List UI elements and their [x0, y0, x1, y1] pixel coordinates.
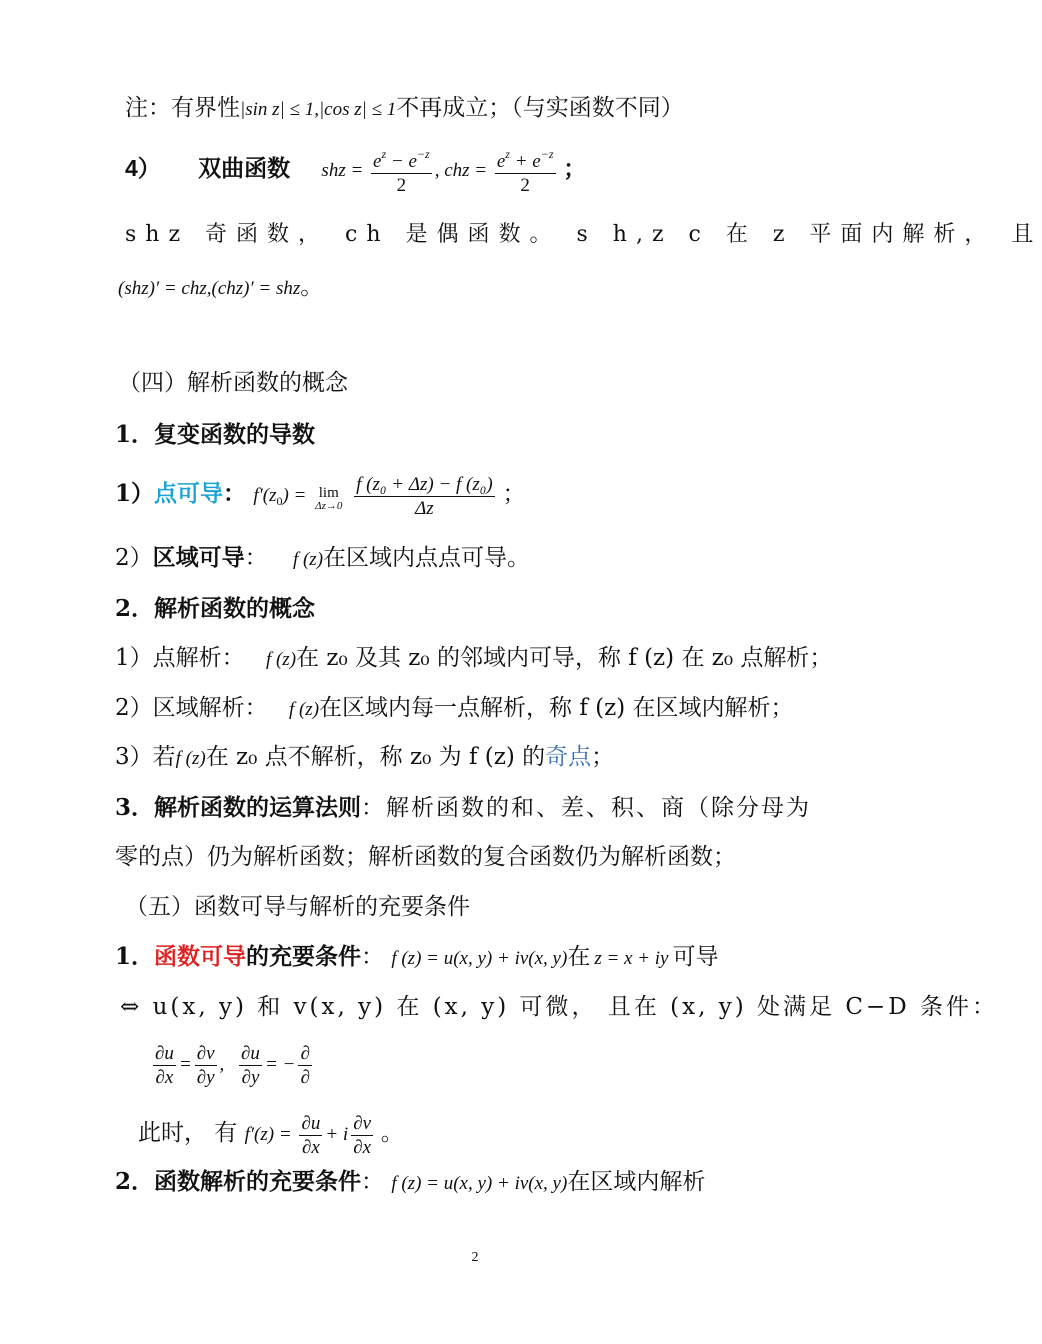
semicolon: ；: [502, 480, 526, 507]
derivative-formula-line: [138, 1114, 404, 1157]
differentiable-condition-line: [115, 945, 719, 969]
semicolon: ；: [591, 744, 615, 770]
condition-label: 的充要条件: [246, 943, 362, 970]
f-uv: f (z) = u(x, y) + iv(x, y): [391, 1173, 568, 1194]
operation-rule-title: 3．解析函数的运算法则: [115, 794, 362, 821]
derivative-definition: $f'(z_0) = \lim$ Δz→0 $\frac{\text{f (z₀ + Δz) − f (z₀)}}{\Delta z}$: [253, 474, 493, 519]
colon: ：: [361, 944, 385, 970]
sh-ch-derivative: (shz)′ = chz,(chz)′ = shz: [118, 278, 301, 299]
cauchy-riemann-line: ⇔ u(x, y) 和 v(x, y) 在 (x, y) 可微， 且在 (x, y) 处满足 C−D 条件：: [120, 994, 998, 1020]
sin-cos-bound: |sin z| ≤ 1,|cos z| ≤ 1: [240, 99, 397, 120]
item-number: 4）: [125, 154, 161, 181]
point-derivative-line: [115, 475, 525, 518]
operation-rule-line: [115, 796, 811, 820]
colon: ：: [244, 545, 268, 571]
region-derivative-line: [115, 546, 530, 570]
singular-text: 在 z₀ 点不解析，称 z₀ 为 f (z) 的: [205, 744, 546, 770]
cauchy-riemann-equations: $\frac{\partial u}{\partial x}$ = $\frac{\partial v}{\partial y}$ , $\frac{\partial u}{\partial y}$ = − $\frac{\partial}{\partial}$: [150, 1044, 315, 1087]
singular-point-line: [115, 746, 614, 769]
hyperbolic-title: 双曲函数: [198, 154, 291, 182]
period: 。: [300, 274, 324, 300]
region-analytic-line: [115, 697, 794, 720]
item-num: 1．: [115, 943, 155, 970]
singular-term: 奇点: [545, 744, 592, 770]
fz: f (z): [288, 699, 320, 720]
section-4-heading: （四）解析函数的概念: [118, 370, 348, 396]
fz: f (z): [292, 549, 324, 570]
colon: ：: [223, 479, 247, 507]
point-analytic-line: [115, 647, 832, 670]
derivative-line: [118, 276, 323, 299]
analytic-condition-title: 2．函数解析的充要条件: [115, 1168, 362, 1195]
derivative-formula: f′(z) = $\frac{\partial u}{\partial x}$ + i $\frac{\partial v}{\partial x}$: [244, 1113, 372, 1158]
point-derivable-term: 点可导: [154, 479, 224, 507]
point-analytic-text: 在 z₀ 及其 z₀ 的邻域内可导，称 f (z) 在 z₀ 点解析；: [296, 645, 833, 671]
period: 。: [380, 1119, 404, 1146]
item-num: 2）: [115, 545, 153, 571]
hyperbolic-line: [125, 148, 586, 195]
page-number: 2: [471, 1250, 479, 1265]
shz-def: shz = $\frac{e^z - e^{-z}}{2}$ , chz = $\frac{e^z + e^{-z}}{2}$: [321, 147, 554, 196]
operation-rule-line-2: 零的点）仍为解析函数；解析函数的复合函数仍为解析函数；: [115, 844, 736, 870]
point-analytic-label: 1）点解析：: [115, 645, 245, 671]
region-analytic-text: 在区域内每一点解析，称 f (z) 在区域内解析；: [319, 695, 794, 721]
analytic-region-text: 在区域内解析: [567, 1169, 706, 1195]
fz: f (z): [265, 649, 297, 670]
note-text-a: 注：有界性: [125, 95, 240, 121]
note-line: [125, 97, 684, 120]
at-text: 在: [567, 944, 591, 970]
parity-line: shz 奇函数， ch 是偶函数。 s h,z c 在 z 平面内解析， 且: [125, 222, 1042, 247]
s4-subheading-1: 1．复变函数的导数: [115, 421, 316, 448]
note-text-b: 不再成立；（与实函数不同）: [396, 95, 684, 121]
if-label: 3）若: [115, 744, 176, 770]
colon: ：: [361, 1169, 385, 1195]
differentiable-text: 可导: [672, 944, 719, 970]
at-this-time-text: 此时， 有: [138, 1119, 238, 1146]
fz: f (z): [175, 748, 206, 769]
line-end: ；: [563, 154, 587, 182]
analytic-condition-line: [115, 1170, 705, 1194]
section-5-heading: （五）函数可导与解析的充要条件: [125, 894, 470, 920]
region-derivable-term: 区域可导: [152, 544, 245, 571]
differentiable-term: 函数可导: [154, 943, 247, 970]
f-uv: f (z) = u(x, y) + iv(x, y): [391, 948, 568, 969]
region-analytic-label: 2）区域解析：: [115, 695, 268, 721]
operation-rule-text: ：解析函数的和、差、积、商（除分母为: [361, 795, 812, 821]
z-xiy: z = x + iy: [594, 948, 669, 969]
region-text: 在区域内点点可导。: [323, 545, 531, 571]
s4-subheading-2: 2．解析函数的概念: [115, 595, 316, 622]
item-num: 1）: [115, 479, 155, 507]
